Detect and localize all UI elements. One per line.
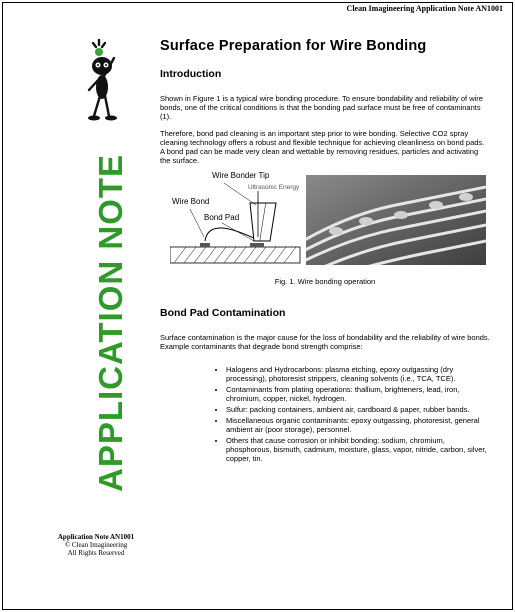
page-title: Surface Preparation for Wire Bonding — [160, 38, 427, 54]
figure-caption: Fig. 1. Wire bonding operation — [274, 277, 376, 286]
footer-notice — [46, 533, 146, 557]
section-heading-introduction: Introduction — [160, 68, 222, 80]
label-wire-bonder-tip: Wire Bonder Tip — [212, 171, 270, 180]
list-item: • Halogens and Hydrocarbons: plasma etching, epoxy outgassing (dry processing), photoresist strippers, cleaning solvents (i.e., TCA, TCE). — [226, 365, 490, 383]
intro-paragraph-2: Therefore, bond pad cleaning is an important step prior to wire bonding. Selective CO2 spray cleaning technology offers a robust and flexible technique for achieving cleanliness on bond pads. A bond pad can be made very clean and wettable by removing residues, particles and activating the surface. — [160, 129, 485, 165]
label-wire-bond: Wire Bond — [172, 197, 210, 206]
intro-paragraph-1: Shown in Figure 1 is a typical wire bonding procedure. To ensure bondability and reliability of wire bonds, one of the critical conditions is that the bonding pad surface must be free of contaminants (1). — [160, 94, 483, 121]
stick-figure-logo — [85, 38, 121, 122]
contamination-paragraph: Surface contamination is the major cause for the loss of bondability and the reliability of wire bonds. Example contaminants that degrade bond strength comprise: — [160, 333, 490, 351]
wire-bond-photo — [306, 175, 486, 265]
footer-copyright: © Clean Imagineering — [64, 541, 128, 549]
main-content — [160, 38, 490, 465]
footer-rights: All Rights Reserved — [67, 549, 125, 557]
list-item: • Miscellaneous organic contaminants: epoxy outgassing, photoresist, general ambient air (poor storage), personnel. — [226, 416, 490, 434]
contaminant-list — [160, 365, 490, 463]
label-ultrasonic-energy: Ultrasonic Energy — [248, 184, 300, 191]
section-heading-contamination: Bond Pad Contamination — [160, 307, 286, 319]
list-item: • Others that cause corrosion or inhibit bonding: sodium, chromium, phosphorous, bismuth, cadmium, moisture, glass, vapor, nitride, carbon, silver, copper, tin. — [226, 436, 490, 463]
label-bond-pad: Bond Pad — [204, 213, 240, 222]
page-header: Clean Imagineering Application Note AN1001 — [346, 4, 503, 13]
footer-note-id: Application Note AN1001 — [57, 533, 135, 541]
list-item: • Sulfur: packing containers, ambient air, cardboard & paper, rubber bands. — [226, 405, 490, 414]
figure-1 — [160, 171, 490, 287]
list-item: • Contaminants from plating operations: thallium, brighteners, lead, iron, chromium, copper, nickel, hydrogen. — [226, 385, 490, 403]
side-title: APPLICATION NOTE — [92, 153, 129, 492]
